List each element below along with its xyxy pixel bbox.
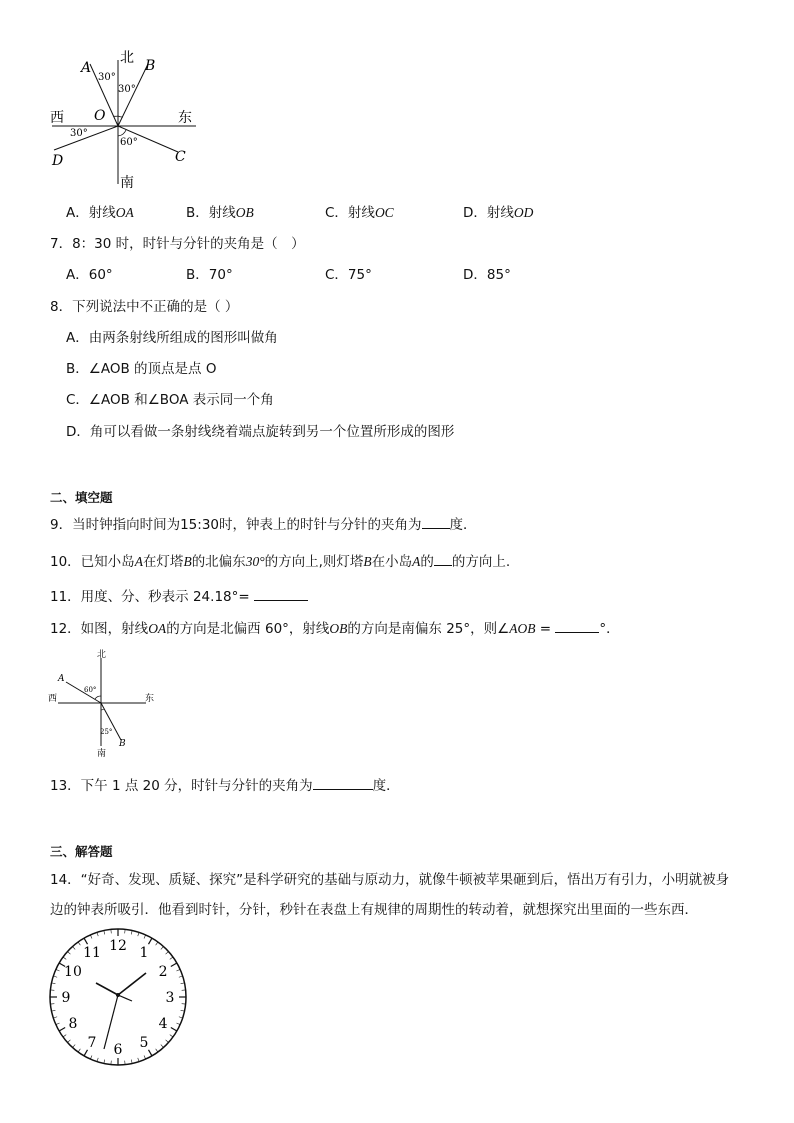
q7-option-b: B．70° — [186, 267, 233, 283]
ray-a-label: A — [81, 60, 92, 76]
compass-figure-2 — [44, 646, 164, 758]
east-label: 东 — [178, 110, 192, 126]
section-2-title: 二、填空题 — [50, 490, 113, 505]
ray-a-label-2: A — [58, 674, 65, 684]
north-label: 北 — [120, 50, 134, 66]
origin-label: O — [94, 108, 106, 124]
q6-option-c: C．射线OC — [325, 205, 394, 221]
q10-answer-blank[interactable] — [434, 551, 452, 566]
east-label-2: 东 — [145, 694, 155, 704]
clock-number: 10 — [64, 964, 82, 980]
clock-number: 7 — [87, 1035, 97, 1052]
west-label: 西 — [50, 110, 64, 126]
ray-b-label: B — [145, 58, 156, 74]
north-label-2: 北 — [97, 650, 107, 660]
clock-face-figure — [46, 925, 190, 1069]
clock-number: 6 — [113, 1042, 123, 1058]
q7-option-c: C．75° — [325, 267, 372, 283]
south-label-2: 南 — [97, 749, 107, 758]
q8-option-d: D．角可以看做一条射线绕着端点旋转到另一个位置所形成的图形 — [66, 424, 455, 440]
q8-option-a: A．由两条射线所组成的图形叫做角 — [66, 330, 278, 346]
q12-text: 12．如图，射线OA的方向是北偏西 60°，射线OB的方向是南偏东 25°，则∠AOB = °． — [50, 617, 620, 637]
q9-answer-blank[interactable] — [422, 514, 450, 529]
q8-option-b: B．∠AOB 的顶点是点 O — [66, 361, 217, 377]
angle-b-label-2: 25° — [100, 728, 113, 736]
q8-option-c: C．∠AOB 和∠BOA 表示同一个角 — [66, 392, 274, 408]
q11-answer-blank[interactable] — [254, 586, 308, 601]
west-label-2: 西 — [48, 694, 58, 704]
south-label: 南 — [120, 175, 134, 191]
angle-c-label: 60° — [120, 137, 138, 148]
q7-stem: 7．8：30 时，时针与分针的夹角是（ ） — [50, 236, 305, 252]
clock-number: 12 — [109, 938, 127, 954]
ray-b-label-2: B — [119, 739, 126, 749]
ray-c-label: C — [175, 149, 186, 165]
compass-figure-1 — [40, 44, 210, 194]
clock-number: 5 — [139, 1035, 149, 1052]
q14-line-1: 14．“好奇、发现、质疑、探究”是科学研究的基础与原动力，就像牛顿被苹果砸到后，悟出万有引力，小明就被身 — [50, 872, 730, 888]
q6-option-d: D．射线OD — [463, 205, 534, 221]
clock-number: 4 — [158, 1016, 168, 1032]
q9-text: 9．当时钟指向时间为15:30时，钟表上的时针与分针的夹角为 度． — [50, 513, 477, 533]
angle-a-label: 30° — [98, 72, 116, 83]
q6-option-a: A．射线OA — [66, 205, 134, 221]
clock-number: 9 — [61, 990, 71, 1006]
q12-answer-blank[interactable] — [555, 618, 599, 633]
q7-option-d: D．85° — [463, 267, 511, 283]
angle-b-label: 30° — [118, 84, 136, 95]
clock-number: 1 — [139, 944, 149, 961]
q13-answer-blank[interactable] — [313, 775, 373, 790]
clock-number: 3 — [165, 990, 175, 1006]
q13-text: 13．下午 1 点 20 分，时针与分针的夹角为 度． — [50, 774, 400, 794]
angle-a-label-2: 60° — [84, 686, 97, 694]
q7-option-a: A．60° — [66, 267, 113, 283]
angle-d-label: 30° — [70, 128, 88, 139]
q11-text: 11．用度、分、秒表示 24.18°= — [50, 585, 308, 605]
q10-text: 10．已知小岛A在灯塔B的北偏东30°的方向上,则灯塔B在小岛A的 的方向上. — [50, 550, 510, 570]
section-3-title: 三、解答题 — [50, 844, 113, 859]
clock-number: 2 — [158, 964, 168, 980]
clock-number: 8 — [68, 1016, 78, 1032]
ray-d-label: D — [52, 153, 64, 169]
clock-number: 11 — [83, 944, 101, 961]
q14-line-2: 边的钟表所吸引．他看到时针，分针，秒针在表盘上有规律的周期性的转动着，就想探究出里面的一些东西． — [50, 902, 698, 918]
q6-option-b: B．射线OB — [186, 205, 254, 221]
q8-stem: 8．下列说法中不正确的是（ ） — [50, 299, 239, 315]
